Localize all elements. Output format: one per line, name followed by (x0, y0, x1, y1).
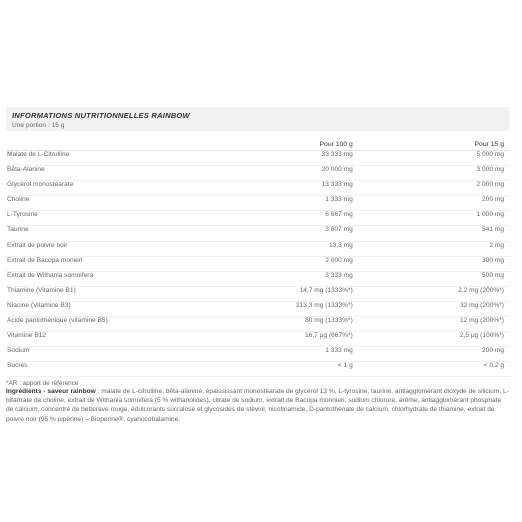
column-header-per-100g: Pour 100 g (248, 140, 359, 151)
value-per-100g: 13 333 mg (248, 181, 359, 196)
value-per-15g: 1 000 mg (359, 211, 510, 226)
value-per-15g: 12 mg (200%*) (359, 317, 510, 332)
value-per-15g: 541 mg (359, 226, 510, 241)
value-per-100g: 80 mg (1333%*) (248, 317, 359, 332)
table-row (6, 362, 510, 377)
table-row (6, 241, 510, 256)
nutrient-name: Extrait de Withania somnifera (6, 271, 248, 286)
nutrient-name: L-Tyrosine (6, 211, 248, 226)
value-per-100g: 20 000 mg (248, 166, 359, 181)
table-row (6, 332, 510, 347)
value-per-15g: < 0,2 g (359, 362, 510, 377)
value-per-100g: 1 333 mg (248, 347, 359, 362)
value-per-100g: 1 333 mg (248, 196, 359, 211)
table-row (6, 271, 510, 286)
ingredients-text (6, 387, 510, 424)
value-per-15g: 2 000 mg (359, 181, 510, 196)
value-per-100g: 16,7 µg (667%*) (248, 332, 359, 347)
column-header-name (6, 140, 248, 151)
column-header-per-15g: Pour 15 g (359, 140, 510, 151)
nutrient-name: Glycérol monostéarate (6, 181, 248, 196)
nutrient-name: Thiamine (Vitamine B1) (6, 286, 248, 301)
table-header-row (6, 140, 510, 151)
table-row (6, 226, 510, 241)
value-per-100g: 13,3 mg (248, 241, 359, 256)
table-row (6, 317, 510, 332)
table-row (6, 256, 510, 271)
value-per-15g: 200 mg (359, 347, 510, 362)
table-row (6, 347, 510, 362)
nutrition-panel (6, 107, 510, 387)
nutrition-table (6, 140, 510, 377)
table-row (6, 286, 510, 301)
value-per-100g: 2 000 mg (248, 256, 359, 271)
value-per-15g: 2,5 µg (100%*) (359, 332, 510, 347)
nutrient-name: Taurine (6, 226, 248, 241)
nutrient-name: Bêta-Alanine (6, 166, 248, 181)
nutrient-name: Acide pantothénique (vitamine B5) (6, 317, 248, 332)
nutrient-name: Choline (6, 196, 248, 211)
nutrient-name: Vitamine B12 (6, 332, 248, 347)
table-row (6, 301, 510, 316)
value-per-100g: 213,3 mg (1333%*) (248, 301, 359, 316)
value-per-100g: 33 333 mg (248, 151, 359, 166)
nutrient-name: Sucres (6, 362, 248, 377)
nutrient-name: Niacine (Vitamine B3) (6, 301, 248, 316)
nutrient-name: Sodium (6, 347, 248, 362)
value-per-15g: 2,2 mg (200%*) (359, 286, 510, 301)
value-per-15g: 3 000 mg (359, 166, 510, 181)
value-per-100g: 14,7 mg (1333%*) (248, 286, 359, 301)
value-per-100g: 6 667 mg (248, 211, 359, 226)
table-row (6, 166, 510, 181)
nutrient-name: Extrait de poivre noir (6, 241, 248, 256)
nutrient-name: Malate de L-Citrulline (6, 151, 248, 166)
nutrient-name: Extrait de Bacopa monieri (6, 256, 248, 271)
table-row (6, 181, 510, 196)
portion-size: Une portion : 15 g (12, 122, 65, 129)
value-per-15g: 5 000 mg (359, 151, 510, 166)
value-per-15g: 32 mg (200%*) (359, 301, 510, 316)
reference-note: *AR : apport de référence (6, 380, 79, 388)
table-row (6, 151, 510, 166)
nutrition-title: INFORMATIONS NUTRITIONNELLES RAINBOW (12, 111, 190, 120)
ingredients-label: Ingrédients - saveur rainbow (6, 388, 96, 395)
value-per-100g: < 1 g (248, 362, 359, 377)
value-per-100g: 3 607 mg (248, 226, 359, 241)
value-per-15g: 500 mg (359, 271, 510, 286)
nutrition-header (6, 107, 510, 131)
table-row (6, 196, 510, 211)
value-per-15g: 200 mg (359, 196, 510, 211)
ingredients-list: : malate de L-citrulline, bêta-alanine, épaississant monostéarate de glycérol 13 %, L-tyrosine, taurine, antiagglomérant dioxyde de silicium, L-bitartrate de choline, extrait de Withania somnifera (5 % withanolides), citrate de sodium, extrait de Bacopa monnieri, sodium chlorure, arôme, antiagglomérant phosphate de calcium, concentré de betterave rouge, édulcorants sucralose et glycosides de stéviol, nicotinamide, D-pantothénate de calcium, chlorhydrate de thiamine, extrait de poivre noir (95 % pipérine) – Bioperine®, cyanocobalamine. (6, 388, 509, 423)
value-per-100g: 3 333 mg (248, 271, 359, 286)
value-per-15g: 2 mg (359, 241, 510, 256)
value-per-15g: 300 mg (359, 256, 510, 271)
table-row (6, 211, 510, 226)
